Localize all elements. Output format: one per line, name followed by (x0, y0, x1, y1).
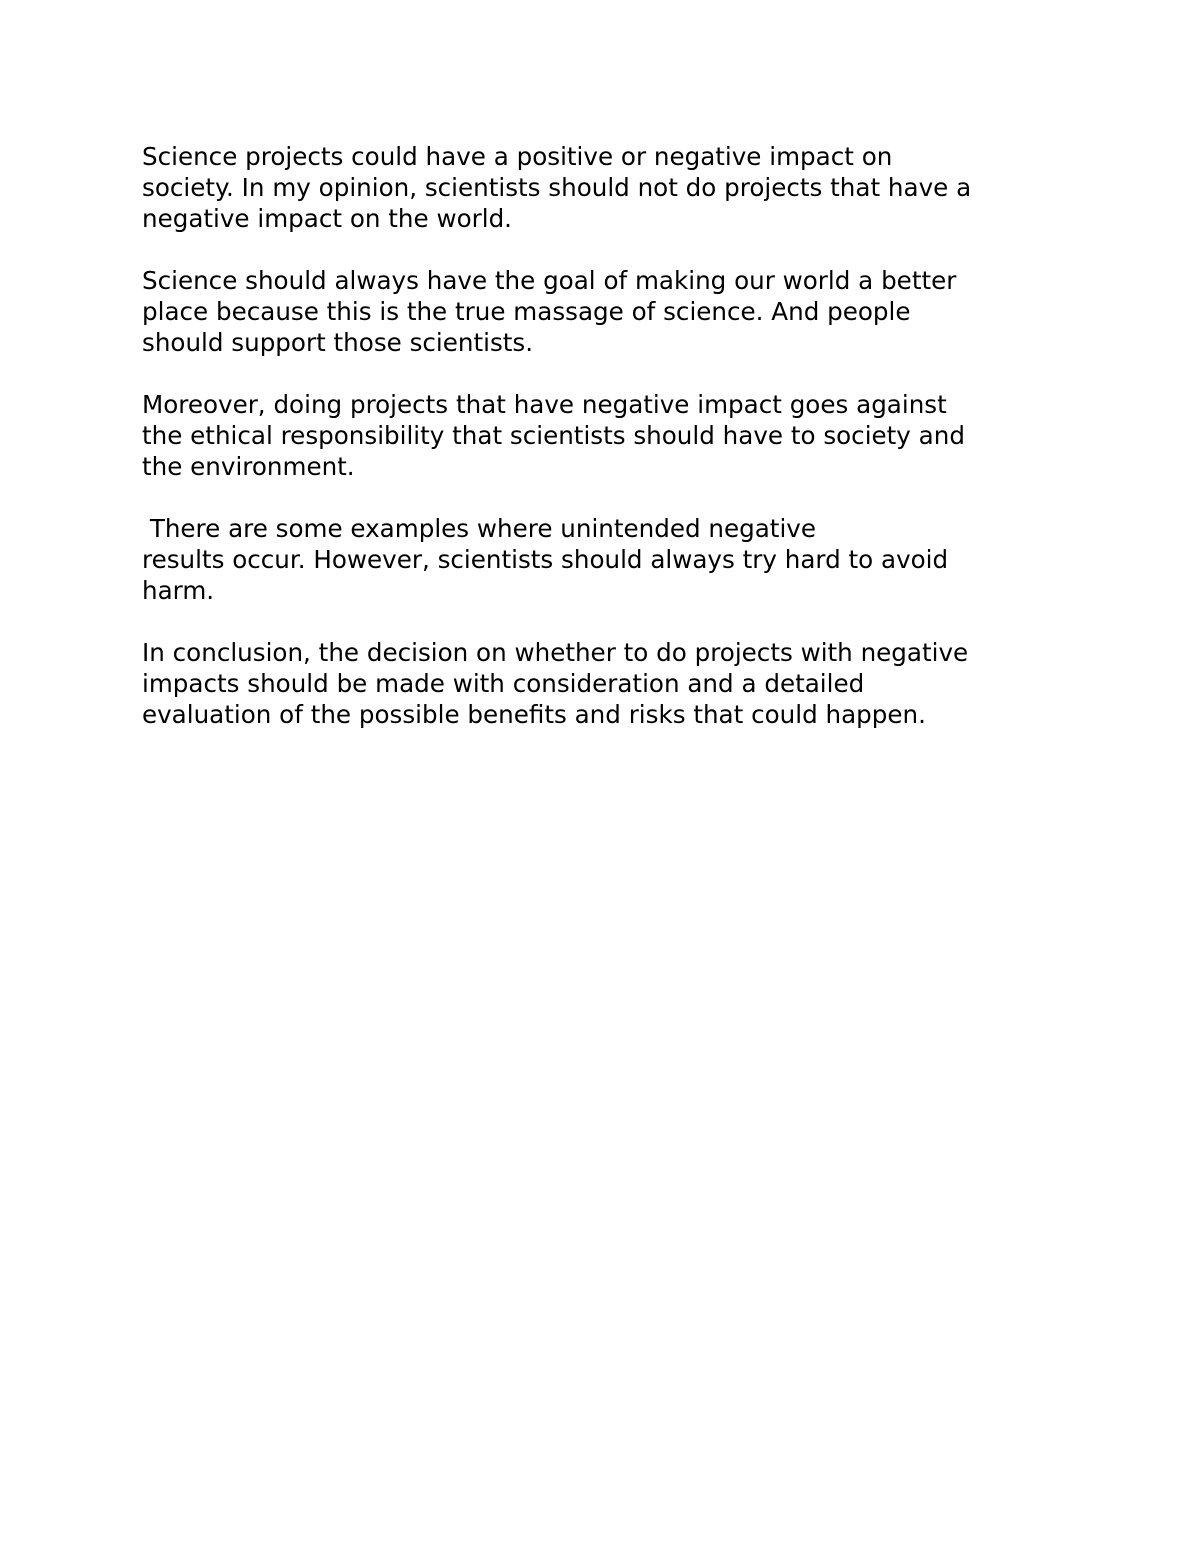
text-line: place because this is the true massage of science. And people (142, 297, 911, 326)
text-line: In conclusion, the decision on whether to do projects with negative (142, 638, 969, 667)
text-line: Science should always have the goal of making our world a better (142, 266, 957, 295)
text-line: negative impact on the world. (142, 204, 512, 233)
text-line: There are some examples where unintended negative (142, 514, 816, 543)
paragraph-goal (142, 265, 1052, 358)
text-line: evaluation of the possible benefits and risks that could happen. (142, 700, 926, 729)
text-line: results occur. However, scientists should always try hard to avoid (142, 545, 949, 574)
document-body (142, 141, 1052, 761)
paragraph-examples (142, 513, 1052, 606)
text-line: impacts should be made with consideration and a detailed (142, 669, 865, 698)
text-line: should support those scientists. (142, 328, 534, 357)
paragraph-conclusion (142, 637, 1052, 730)
text-line: harm. (142, 576, 215, 605)
text-line: society. In my opinion, scientists should not do projects that have a (142, 173, 972, 202)
paragraph-intro (142, 141, 1052, 234)
text-line: Science projects could have a positive or negative impact on (142, 142, 893, 171)
text-line: Moreover, doing projects that have negative impact goes against (142, 390, 947, 419)
text-line: the environment. (142, 452, 355, 481)
paragraph-ethics (142, 389, 1052, 482)
text-line: the ethical responsibility that scientists should have to society and (142, 421, 965, 450)
